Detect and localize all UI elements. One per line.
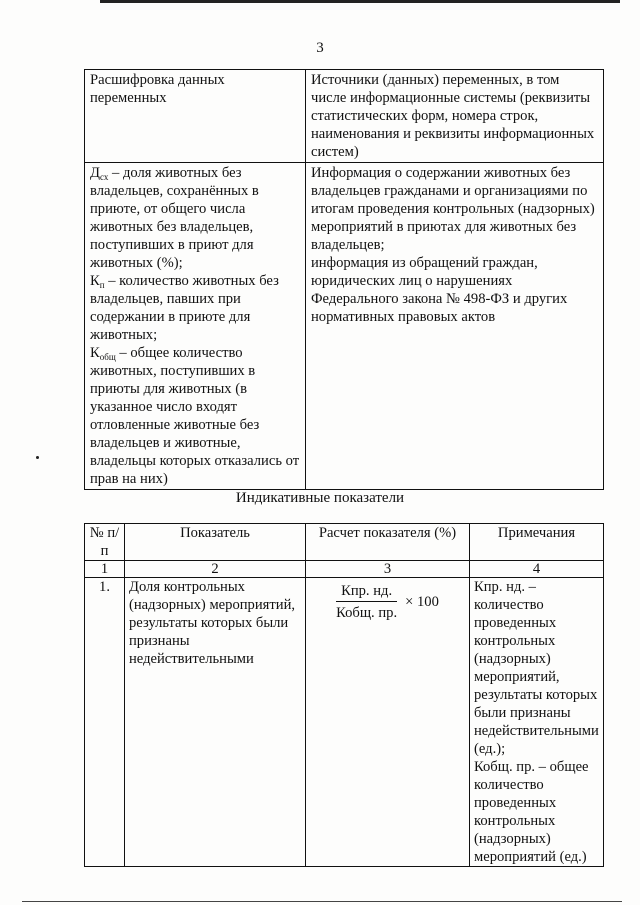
table-header-row bbox=[85, 70, 604, 163]
variables-sources-cell bbox=[306, 163, 604, 490]
note-kpr-nd: Кпр. нд. – количество проведенных контрольных (надзорных) мероприятий, результаты которых были признаны недействительными (ед.); bbox=[474, 579, 599, 757]
row-number: 1. bbox=[85, 578, 125, 867]
formula-numerator: Кпр. нд. bbox=[336, 582, 397, 602]
header-notes: Примечания bbox=[470, 524, 604, 561]
source-inspections: Информация о содержании животных без владельцев гражданами и организациями по итогам проведения контрольных (надзорных) мероприятий в приютах для животных без владельцев; bbox=[311, 165, 595, 253]
variable-k-obsh: $К_{общ}$ – общее количество животных, поступивших в приюты для животных (в указанное число входят отловленные животные без владельцев и животные, владельцы которых отказались от прав на них) bbox=[90, 345, 300, 487]
table-header-row bbox=[85, 524, 604, 561]
variables-table bbox=[84, 69, 604, 490]
header-number: № п/п bbox=[85, 524, 125, 561]
table-row bbox=[85, 578, 604, 867]
column-index: 1 bbox=[85, 561, 125, 578]
indicators-table bbox=[84, 523, 604, 867]
column-index: 3 bbox=[306, 561, 470, 578]
variables-decoding-cell bbox=[85, 163, 306, 490]
column-index: 4 bbox=[470, 561, 604, 578]
variable-k-p: $К_п$ – количество животных без владельцев, павших при содержании в приюте для животных; bbox=[90, 273, 279, 343]
column-index: 2 bbox=[125, 561, 306, 578]
scan-speck bbox=[36, 456, 39, 459]
section-title: Индикативные показатели bbox=[235, 490, 405, 506]
source-appeals: информация из обращений граждан, юридических лиц о нарушениях Федерального закона № 498-ФЗ и других нормативных правовых актов bbox=[311, 255, 568, 325]
header-variables-sources: Источники (данных) переменных, в том числе информационные системы (реквизиты статистических форм, номера строк, наименования и реквизиты информационных систем) bbox=[306, 70, 604, 163]
indicator-notes bbox=[470, 578, 604, 867]
header-variables-decoding: Расшифровка данных переменных bbox=[85, 70, 306, 163]
indicator-formula bbox=[306, 578, 470, 867]
formula-denominator: Кобщ. пр. bbox=[336, 605, 398, 621]
page-number: 3 bbox=[316, 40, 324, 56]
formula bbox=[310, 582, 465, 622]
formula-multiplier: × 100 bbox=[405, 594, 439, 610]
header-indicator: Показатель bbox=[125, 524, 306, 561]
top-scan-edge bbox=[100, 0, 620, 3]
column-index-row bbox=[85, 561, 604, 578]
table-row bbox=[85, 163, 604, 490]
indicator-name: Доля контрольных (надзорных) мероприятий, результаты которых были признаны недействительными bbox=[125, 578, 306, 867]
variable-d-sh: $Д_{сх}$ – доля животных без владельцев, сохранённых в приюте, от общего числа животных без владельцев, поступивших в приют для животных (%); bbox=[90, 165, 259, 271]
note-kobsh-pr: Кобщ. пр. – общее количество проведенных контрольных (надзорных) мероприятий (ед.) bbox=[474, 759, 589, 865]
header-calculation: Расчет показателя (%) bbox=[306, 524, 470, 561]
bottom-scan-edge bbox=[22, 901, 622, 902]
formula-fraction bbox=[336, 582, 397, 622]
